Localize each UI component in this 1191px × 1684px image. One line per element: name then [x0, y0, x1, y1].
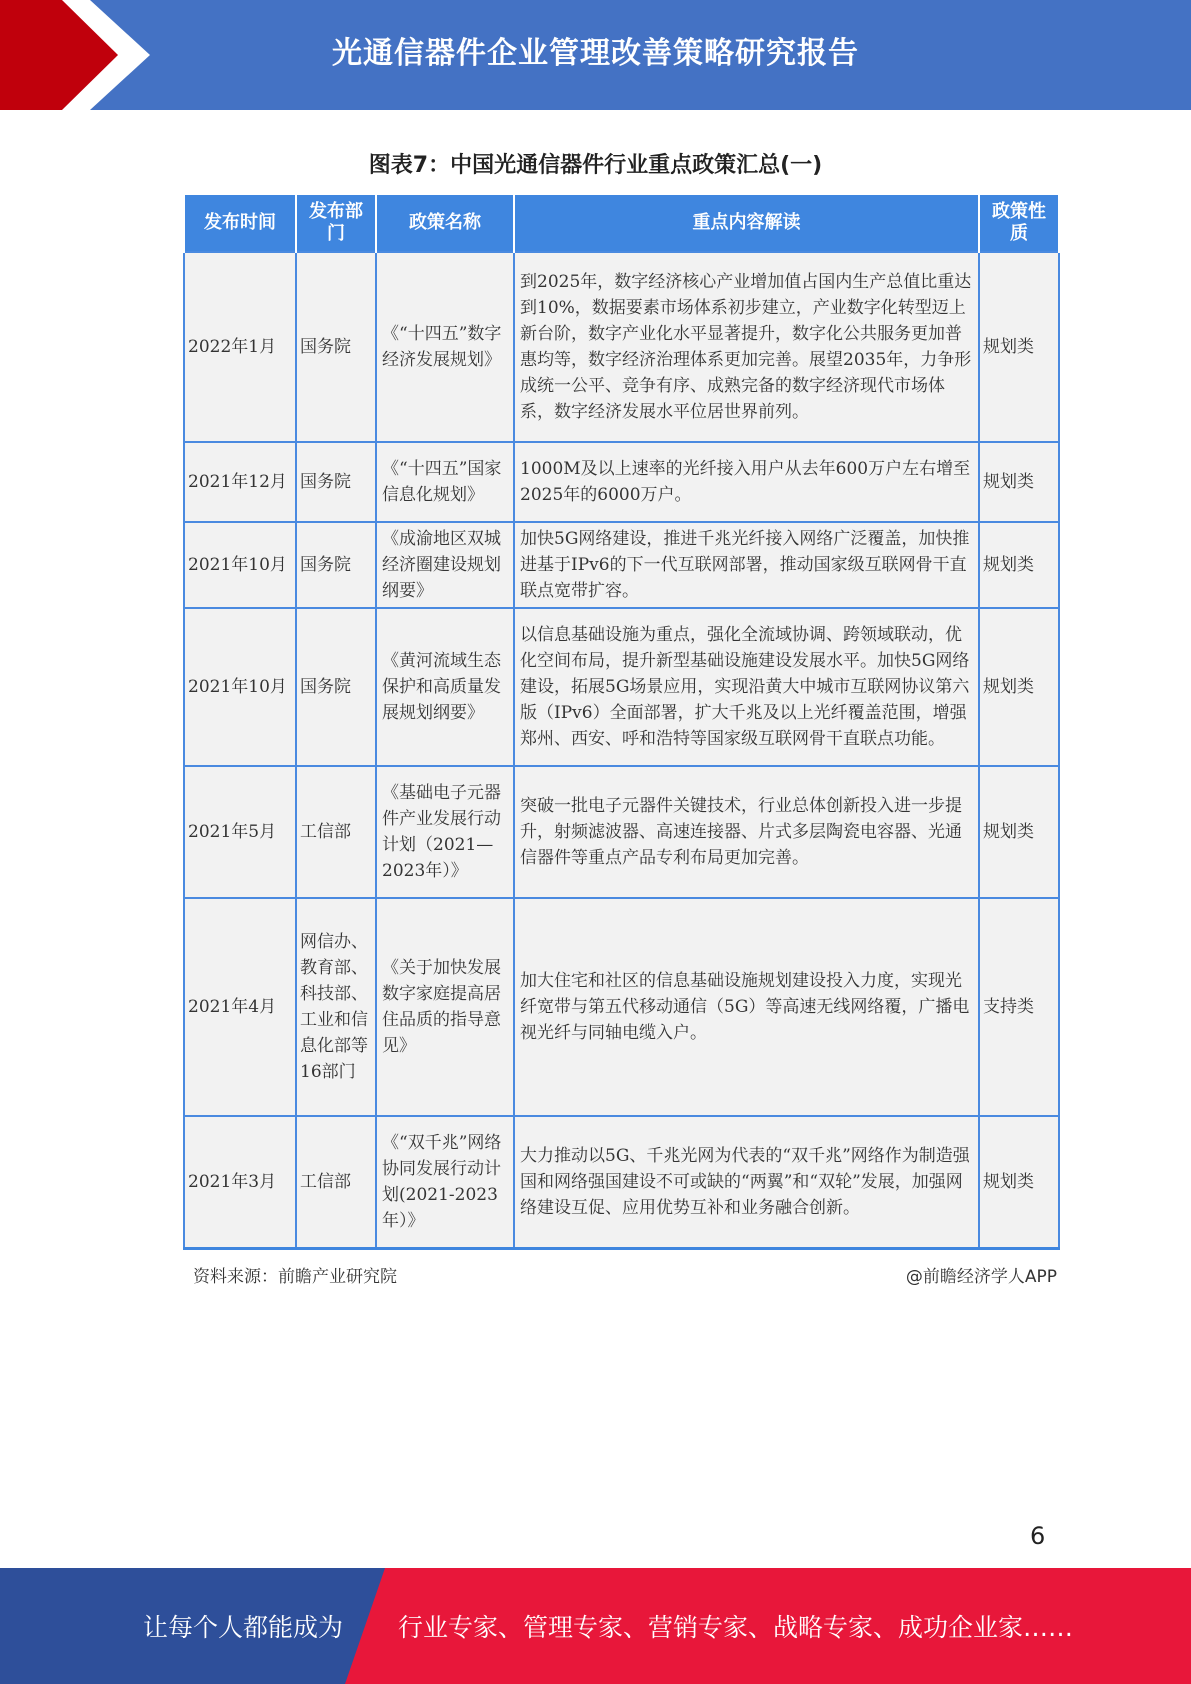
- page-number: 6: [1030, 1522, 1046, 1550]
- cell-dept: 国务院: [296, 522, 376, 608]
- column-header-name: 政策名称: [376, 195, 514, 252]
- cell-dept: 网信办、教育部、科技部、工业和信息化部等16部门: [296, 898, 376, 1116]
- cell-policy-name: 《黄河流域生态保护和高质量发展规划纲要》: [376, 608, 514, 766]
- source-note: 资料来源：前瞻产业研究院: [193, 1267, 397, 1287]
- cell-content: 加大住宅和社区的信息基础设施规划建设投入力度，实现光纤宽带与第五代移动通信（5G）等高速无线网络覆，广播电视光纤与同轴电缆入户。: [514, 898, 979, 1116]
- credit-note: @前瞻经济学人APP: [905, 1267, 1057, 1287]
- report-title: 光通信器件企业管理改善策略研究报告: [332, 36, 859, 71]
- cell-nature: 规划类: [979, 252, 1059, 442]
- cell-nature: 规划类: [979, 442, 1059, 522]
- cell-policy-name: 《基础电子元器件产业发展行动计划（2021—2023年）》: [376, 766, 514, 898]
- footer-slogan-left: 让每个人都能成为: [143, 1613, 344, 1642]
- cell-nature: 规划类: [979, 608, 1059, 766]
- cell-time: 2021年10月: [184, 522, 296, 608]
- cell-dept: 工信部: [296, 1116, 376, 1248]
- cell-time: 2022年1月: [184, 252, 296, 442]
- column-header-dept: 发布部门: [296, 195, 376, 252]
- table-row: [184, 1116, 1059, 1248]
- table-row: [184, 608, 1059, 766]
- cell-time: 2021年3月: [184, 1116, 296, 1248]
- cell-policy-name: 《“十四五”数字经济发展规划》: [376, 252, 514, 442]
- cell-policy-name: 《“双千兆”网络协同发展行动计划(2021-2023年）》: [376, 1116, 514, 1248]
- page-header: [0, 0, 1191, 110]
- footer-slogan-right: 行业专家、管理专家、营销专家、战略专家、成功企业家……: [398, 1613, 1074, 1642]
- cell-time: 2021年12月: [184, 442, 296, 522]
- cell-dept: 国务院: [296, 442, 376, 522]
- table-header-row: [184, 195, 1059, 252]
- cell-time: 2021年5月: [184, 766, 296, 898]
- page-footer: [0, 1568, 1191, 1684]
- cell-policy-name: 《关于加快发展数字家庭提高居住品质的指导意见》: [376, 898, 514, 1116]
- cell-time: 2021年4月: [184, 898, 296, 1116]
- cell-content: 大力推动以5G、千兆光网为代表的“双千兆”网络作为制造强国和网络强国建设不可或缺的“两翼”和“双轮”发展，加强网络建设互促、应用优势互补和业务融合创新。: [514, 1116, 979, 1248]
- cell-dept: 国务院: [296, 608, 376, 766]
- table-row: [184, 442, 1059, 522]
- table-row: [184, 252, 1059, 442]
- cell-policy-name: 《成渝地区双城经济圈建设规划纲要》: [376, 522, 514, 608]
- cell-policy-name: 《“十四五”国家信息化规划》: [376, 442, 514, 522]
- table-row: [184, 898, 1059, 1116]
- cell-content: 突破一批电子元器件关键技术，行业总体创新投入进一步提升，射频滤波器、高速连接器、片式多层陶瓷电容器、光通信器件等重点产品专利布局更加完善。: [514, 766, 979, 898]
- cell-nature: 规划类: [979, 766, 1059, 898]
- cell-nature: 规划类: [979, 522, 1059, 608]
- policy-table: [183, 195, 1060, 1250]
- cell-nature: 规划类: [979, 1116, 1059, 1248]
- figure-caption: 图表7：中国光通信器件行业重点政策汇总(一): [368, 153, 823, 178]
- cell-nature: 支持类: [979, 898, 1059, 1116]
- column-header-nature: 政策性质: [979, 195, 1059, 252]
- cell-dept: 国务院: [296, 252, 376, 442]
- column-header-time: 发布时间: [184, 195, 296, 252]
- cell-dept: 工信部: [296, 766, 376, 898]
- cell-content: 1000M及以上速率的光纤接入用户从去年600万户左右增至2025年的6000万户。: [514, 442, 979, 522]
- table-row: [184, 522, 1059, 608]
- column-header-content: 重点内容解读: [514, 195, 979, 252]
- table-row: [184, 766, 1059, 898]
- cell-content: 加快5G网络建设，推进千兆光纤接入网络广泛覆盖，加快推进基于IPv6的下一代互联网部署，推动国家级互联网骨干直联点宽带扩容。: [514, 522, 979, 608]
- cell-content: 以信息基础设施为重点，强化全流域协调、跨领域联动，优化空间布局，提升新型基础设施建设发展水平。加快5G网络建设，拓展5G场景应用，实现沿黄大中城市互联网协议第六版（IPv6）全面部署，扩大千兆及以上光纤覆盖范围，增强郑州、西安、呼和浩特等国家级互联网骨干直联点功能。: [514, 608, 979, 766]
- cell-time: 2021年10月: [184, 608, 296, 766]
- cell-content: 到2025年，数字经济核心产业增加值占国内生产总值比重达到10%，数据要素市场体系初步建立，产业数字化转型迈上新台阶，数字产业化水平显著提升，数字化公共服务更加普惠均等，数字经济治理体系更加完善。展望2035年，力争形成统一公平、竞争有序、成熟完备的数字经济现代市场体系，数字经济发展水平位居世界前列。: [514, 252, 979, 442]
